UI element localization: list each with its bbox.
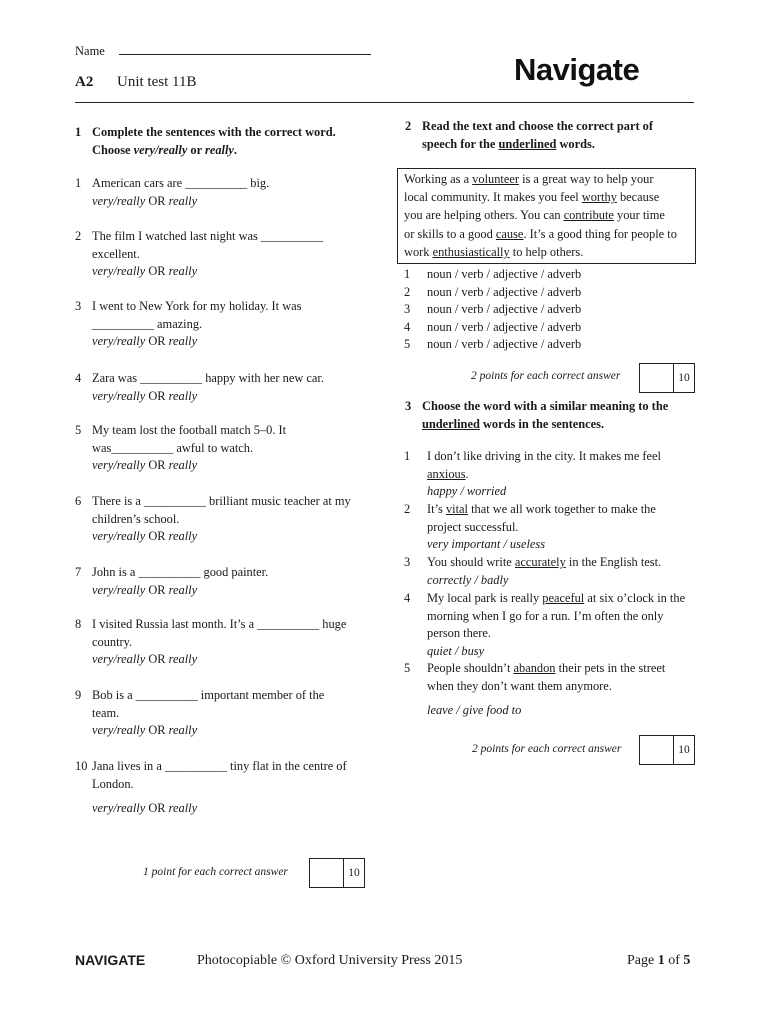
task1-item-sentence: __________ amazing. — [92, 316, 203, 331]
underlined-word-worthy: worthy — [581, 190, 617, 205]
task2-choice-5[interactable]: 5 noun / verb / adjective / adverb — [404, 337, 582, 352]
task1-item-10: 10 Jana lives in a __________ tiny flat in the centre of London. very/really OR really — [75, 758, 375, 818]
header-divider — [75, 102, 694, 103]
task1-item-3: 3 I went to New York for my holiday. It was __________ amazing. very/really OR really — [75, 298, 375, 351]
task1-item-5-options[interactable]: very/really OR really — [92, 458, 198, 473]
task3-item-5: 5 People shouldn’t abandon their pets in the street when they don’t want them anymore. leave / give food to — [404, 660, 704, 720]
task1-item-4: 4 Zara was __________ happy with her new car. very/really OR really — [75, 370, 375, 405]
task2-choice-1[interactable]: 1 noun / verb / adjective / adverb — [404, 267, 582, 281]
task1-item-sentence: American cars are __________ big. — [92, 176, 270, 190]
task1-item-7: 7 John is a __________ good painter. very/really OR really — [75, 564, 375, 599]
task1-score-total: 10 — [348, 867, 360, 879]
task1-item-4-options[interactable]: very/really OR really — [92, 388, 198, 403]
task1-item-sentence: The film I watched last night was __________ — [92, 229, 323, 243]
task1-item-sentence: Bob is a __________ important member of the — [92, 688, 325, 702]
name-label: Name — [75, 44, 105, 58]
footer-copyright: Photocopiable © Oxford University Press 2015 — [197, 953, 463, 968]
underlined-word-peaceful: peaceful — [542, 591, 585, 605]
task3-instruction: 3 Choose the word with a similar meaning to the underlined words in the sentences. — [405, 399, 669, 431]
task3-item-1-options[interactable]: happy / worried — [427, 484, 507, 499]
task3-score-text: 2 points for each correct answer — [472, 743, 622, 755]
task3-score-box — [639, 735, 695, 765]
task1-item-sentence: children’s school. — [92, 511, 180, 526]
task2-choice-2[interactable]: 2 noun / verb / adjective / adverb — [404, 284, 582, 299]
task3-item-2: 2 It’s vital that we all work together to make the project successful. very important / useless — [404, 501, 704, 554]
task3-item-1: 1 I don’t like driving in the city. It makes me feel anxious. happy / worried — [404, 448, 704, 501]
task1-instruction: 1 Complete the sentences with the correct word. Choose very/really or really. — [75, 125, 336, 157]
task1-item-sentence: country. — [92, 634, 133, 649]
task3-item-3: 3 You should write accurately in the English test. correctly / badly — [404, 554, 704, 589]
task3-item-5-options[interactable]: leave / give food to — [427, 703, 522, 718]
task1-item-10-options[interactable]: very/really OR really — [92, 801, 198, 816]
underlined-word-contribute: contribute — [563, 208, 614, 223]
task2-score-total: 10 — [678, 372, 690, 384]
task3-item-3-options[interactable]: correctly / badly — [427, 572, 509, 587]
task1-item-5: 5 My team lost the football match 5–0. It was__________ awful to watch. very/really OR really — [75, 422, 375, 475]
underlined-word-volunteer: volunteer — [472, 172, 519, 186]
level-label: A2 — [75, 74, 94, 90]
task1-item-sentence: Zara was __________ happy with her new car. — [92, 371, 324, 385]
task1-item-6-options[interactable]: very/really OR really — [92, 529, 198, 544]
task3-score-input[interactable] — [640, 736, 674, 764]
task1-item-sentence: excellent. — [92, 246, 140, 261]
task1-item-sentence: There is a __________ brilliant music teacher at my — [92, 494, 351, 508]
page-number: Page 1 of 5 — [627, 953, 691, 968]
task2-score-box — [639, 363, 695, 393]
task2-reading-text: Working as a volunteer is a great way to help your local community. It makes you feel worthy because you are helping others. You can contribute your time or skills to a good cause. It’s a good thing for people to work enthusiastically to help others. — [397, 168, 696, 264]
task3-score-total: 10 — [678, 744, 690, 756]
task1-item-2-options[interactable]: very/really OR really — [92, 264, 198, 279]
task2-score-text: 2 points for each correct answer — [471, 370, 621, 382]
task2-score-input[interactable] — [640, 364, 674, 392]
task2-choices — [404, 266, 694, 354]
name-row — [75, 43, 371, 59]
underlined-word-enthusiastically: enthusiastically — [432, 244, 510, 259]
task1-item-8-options[interactable]: very/really OR really — [92, 652, 198, 667]
task2-choice-3[interactable]: 3 noun / verb / adjective / adverb — [404, 302, 582, 317]
underlined-word-abandon: abandon — [513, 661, 556, 675]
task1-item-sentence: My team lost the football match 5–0. It — [92, 423, 287, 437]
task1-item-2: 2 The film I watched last night was __________ excellent. very/really OR really — [75, 228, 375, 281]
task1-item-sentence: I visited Russia last month. It’s a __________ huge — [92, 617, 347, 631]
footer-brand: NAVIGATE — [75, 952, 146, 968]
task3-item-4: 4 My local park is really peaceful at six o’clock in the morning when I go for a run. I’m often the only person there. quiet / busy — [404, 590, 704, 660]
task1-item-7-options[interactable]: very/really OR really — [92, 582, 198, 597]
task1-item-sentence: Jana lives in a __________ tiny flat in the centre of — [92, 759, 347, 773]
task3-item-2-options[interactable]: very important / useless — [427, 537, 546, 552]
underlined-word-vital: vital — [445, 502, 468, 516]
underlined-word-anxious: anxious — [427, 466, 466, 481]
task2-choice-4[interactable]: 4 noun / verb / adjective / adverb — [404, 319, 582, 334]
task1-score-box — [309, 858, 365, 888]
task1-item-sentence: London. — [92, 776, 134, 791]
task1-item-1: 1 American cars are __________ big. very/really OR really — [75, 175, 375, 210]
task1-item-sentence: was__________ awful to watch. — [92, 440, 254, 455]
task1-item-1-options[interactable]: very/really OR really — [92, 193, 198, 208]
task1-item-8: 8 I visited Russia last month. It’s a __________ huge country. very/really OR really — [75, 616, 375, 669]
task1-score-input[interactable] — [310, 859, 344, 887]
task1-item-sentence: team. — [92, 705, 120, 720]
underlined-word-cause: cause — [495, 226, 524, 241]
underlined-word-accurately: accurately — [514, 555, 566, 569]
navigate-logo: Navigate — [514, 52, 640, 87]
task1-item-sentence: John is a __________ good painter. — [92, 565, 269, 579]
task1-item-6: 6 There is a __________ brilliant music teacher at my children’s school. very/really OR really — [75, 493, 375, 546]
task1-item-3-options[interactable]: very/really OR really — [92, 334, 198, 349]
unit-title: Unit test 11B — [117, 74, 197, 90]
task1-item-9: 9 Bob is a __________ important member of the team. very/really OR really — [75, 687, 375, 740]
task3-item-4-options[interactable]: quiet / busy — [427, 643, 485, 658]
task1-score-text: 1 point for each correct answer — [143, 866, 288, 878]
task1-item-9-options[interactable]: very/really OR really — [92, 723, 198, 738]
task1-item-sentence: I went to New York for my holiday. It was — [92, 299, 302, 313]
task2-instruction: 2 Read the text and choose the correct part of speech for the underlined words. — [405, 119, 654, 151]
name-input-line[interactable] — [119, 43, 371, 55]
